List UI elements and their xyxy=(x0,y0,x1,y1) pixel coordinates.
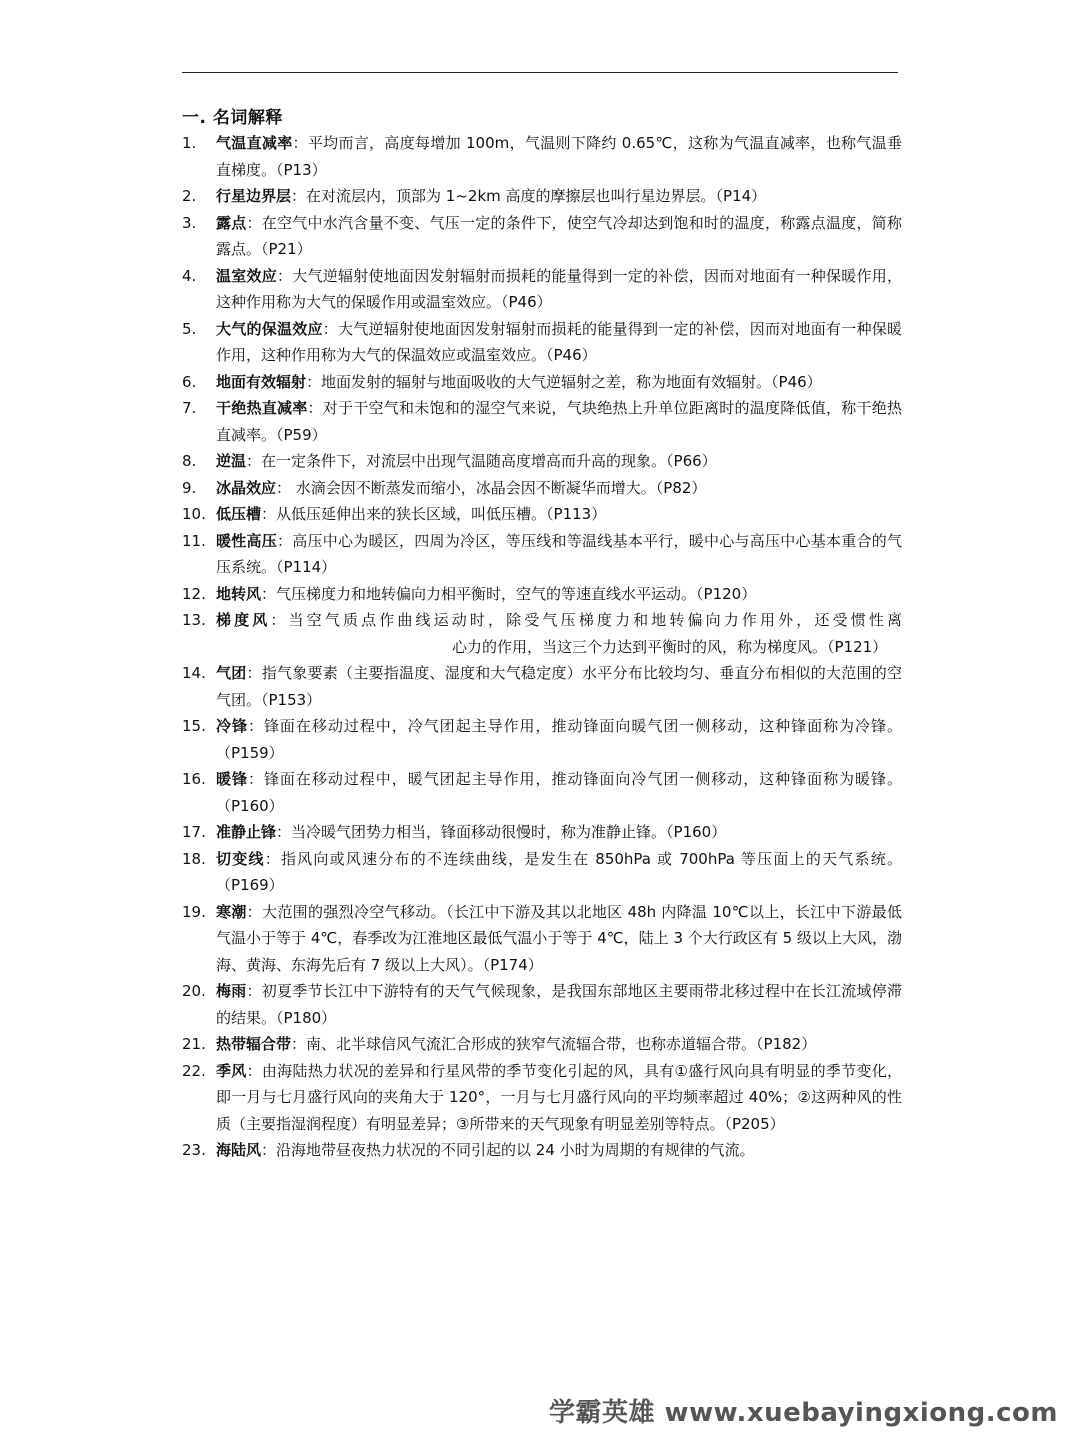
term-separator: ： xyxy=(246,213,262,232)
definition-text: 地面发射的辐射与地面吸收的大气逆辐射之差，称为地面有效辐射。（P46） xyxy=(321,372,822,391)
item-number: 20. xyxy=(182,982,206,1000)
definition-text: 当冷暖气团势力相当，锋面移动很慢时，称为准静止锋。（P160） xyxy=(291,823,727,841)
item-number: 23. xyxy=(182,1141,206,1159)
term-separator: ： xyxy=(247,770,264,788)
definition-text: 水滴会因不断蒸发而缩小，冰晶会因不断凝华而增大。（P82） xyxy=(291,478,707,497)
header-rule xyxy=(182,72,898,73)
definition-text: 指风向或风速分布的不连续曲线，是发生在 850hPa 或 700hPa 等压面上的天气系统。（P169） xyxy=(216,849,902,894)
item-number: 17. xyxy=(182,823,206,841)
term-separator: ： xyxy=(246,664,262,682)
definition-item-4 xyxy=(182,263,902,316)
item-number: 22. xyxy=(182,1061,206,1080)
definition-item-3 xyxy=(182,210,902,263)
item-number: 7. xyxy=(182,399,197,417)
term: 逆温 xyxy=(216,452,247,470)
item-number: 15. xyxy=(182,717,206,735)
definition-item-17 xyxy=(182,819,902,846)
item-number: 18. xyxy=(182,849,206,868)
term-separator: ： xyxy=(261,505,277,523)
term-separator: ： xyxy=(247,717,264,735)
term: 低压槽 xyxy=(216,505,262,523)
term: 行星边界层 xyxy=(216,187,292,205)
item-number: 12. xyxy=(182,584,206,603)
term-separator: ： xyxy=(261,1141,277,1159)
definition-text: 大气逆辐射使地面因发射辐射而损耗的能量得到一定的补偿，因而对地面有一种保暖作用，这种作用称为大气的保暖作用或温室效应。（P46） xyxy=(216,266,902,311)
term-separator: ： xyxy=(291,187,307,205)
definition-item-20 xyxy=(182,978,902,1031)
item-number: 4. xyxy=(182,266,197,285)
term: 切变线 xyxy=(216,849,265,868)
definition-item-1 xyxy=(182,130,902,183)
definition-text: 从低压延伸出来的狭长区域，叫低压槽。（P113） xyxy=(276,505,607,523)
definition-item-8 xyxy=(182,448,902,475)
item-number: 11. xyxy=(182,531,206,550)
term-separator: ： xyxy=(246,902,263,921)
item-number: 21. xyxy=(182,1035,206,1053)
definition-text: 在一定条件下，对流层中出现气温随高度增高而升高的现象。（P66） xyxy=(261,452,717,470)
term-separator: ： xyxy=(246,452,262,470)
definition-item-13 xyxy=(182,607,902,660)
term-separator: ： xyxy=(307,399,323,417)
term-separator: ： xyxy=(246,1061,262,1080)
term-separator: ： xyxy=(264,849,281,868)
term: 季风 xyxy=(216,1061,247,1080)
item-number: 1. xyxy=(182,134,197,152)
item-number: 5. xyxy=(182,319,197,338)
definition-text: 在空气中水汽含量不变、气压一定的条件下，使空气冷却达到饱和时的温度，称露点温度，简称露点。（P21） xyxy=(216,213,902,258)
definition-item-18 xyxy=(182,846,902,899)
definition-item-22 xyxy=(182,1058,902,1138)
term: 气温直减率 xyxy=(216,134,293,152)
term: 热带辐合带 xyxy=(216,1035,292,1053)
item-number: 16. xyxy=(182,770,206,788)
definition-text: 对于干空气和未饱和的湿空气来说，气块绝热上升单位距离时的温度降低值，称干绝热直减率。（P59） xyxy=(216,399,902,444)
term: 地面有效辐射 xyxy=(216,372,307,391)
item-number: 9. xyxy=(182,478,197,497)
term: 露点 xyxy=(216,213,247,232)
term-separator: ： xyxy=(246,982,262,1000)
term-separator: ： xyxy=(270,611,289,629)
definition-text: 由海陆热力状况的差异和行星风带的季节变化引起的风，具有①盛行风向具有明显的季节变化，即一月与七月盛行风向的夹角大于 120°，一月与七月盛行风向的平均频率超过 40%；②这两种风的性质（主要指湿润程度）有明显差异；③所带来的天气现象有明显差别等特点。（P205） xyxy=(216,1061,902,1133)
definition-item-19 xyxy=(182,899,902,979)
definition-text: 锋面在移动过程中，冷气团起主导作用，推动锋面向暖气团一侧移动，这种锋面称为冷锋。（P159） xyxy=(216,717,902,762)
term: 寒潮 xyxy=(216,902,247,921)
term-separator: ： xyxy=(306,372,322,391)
definition-text-part-1: 当空气质点作曲线运动时，除受气压梯度力和地转偏向力作用外，还受惯性离 xyxy=(288,611,902,629)
definition-item-7 xyxy=(182,395,902,448)
term: 暖性高压 xyxy=(216,531,277,550)
definition-text: 在对流层内，顶部为 1~2km 高度的摩擦层也叫行星边界层。（P14） xyxy=(306,187,767,205)
term: 暖锋 xyxy=(216,770,248,788)
definition-item-9 xyxy=(182,475,902,502)
definition-text-part-2: 心力的作用，当这三个力达到平衡时的风，称为梯度风。（P121） xyxy=(452,637,888,656)
definition-item-10 xyxy=(182,501,902,528)
term-separator: ： xyxy=(322,319,338,338)
item-number: 10. xyxy=(182,505,206,523)
definition-text: 平均而言，高度每增加 100m，气温则下降约 0.65℃，这称为气温直减率，也称气温垂直梯度。（P13） xyxy=(216,134,902,179)
term-separator: ： xyxy=(292,134,308,152)
definition-text: 大气逆辐射使地面因发射辐射而损耗的能量得到一定的补偿，因而对地面有一种保暖作用，这种作用称为大气的保温效应或温室效应。（P46） xyxy=(216,319,902,364)
definition-list xyxy=(182,130,902,1164)
definition-item-21 xyxy=(182,1031,902,1058)
section-title: 一. 名词解释 xyxy=(182,108,283,128)
term: 干绝热直减率 xyxy=(216,399,308,417)
definition-text: 南、北半球信风气流汇合形成的狭窄气流辐合带，也称赤道辐合带。（P182） xyxy=(306,1035,817,1053)
item-number: 13. xyxy=(182,611,206,629)
item-number: 3. xyxy=(182,213,197,232)
definition-item-14 xyxy=(182,660,902,713)
term: 海陆风 xyxy=(216,1141,262,1159)
definition-item-6 xyxy=(182,369,902,396)
definition-text: 高压中心为暖区，四周为冷区，等压线和等温线基本平行，暖中心与高压中心基本重合的气压系统。（P114） xyxy=(216,531,902,576)
term: 地转风 xyxy=(216,584,262,603)
term-separator: ： xyxy=(277,266,293,285)
definition-text: 初夏季节长江中下游特有的天气气候现象，是我国东部地区主要雨带北移过程中在长江流域停滞的结果。（P180） xyxy=(216,982,902,1027)
site-watermark: 学霸英雄 www.xuebayingxiong.com xyxy=(549,1398,1058,1428)
definition-text: 大范围的强烈冷空气移动。（长江中下游及其以北地区 48h 内降温 10℃以上，长江中下游最低气温小于等于 4℃，春季改为江淮地区最低气温小于等于 4℃，陆上 3 个大行政区有 5 级以上大风，渤海、黄海、东海先后有 7 级以上大风）。（P174） xyxy=(216,902,902,974)
item-number: 2. xyxy=(182,187,197,205)
term: 气团 xyxy=(216,664,247,682)
term: 冰晶效应 xyxy=(216,478,277,497)
term: 温室效应 xyxy=(216,266,277,285)
term-separator: ： xyxy=(261,584,277,603)
definition-item-2 xyxy=(182,183,902,210)
term: 大气的保温效应 xyxy=(216,319,323,338)
definition-text: 气压梯度力和地转偏向力相平衡时，空气的等速直线水平运动。（P120） xyxy=(276,584,757,603)
term-separator: ： xyxy=(291,1035,307,1053)
definition-text: 指气象要素（主要指温度、湿度和大气稳定度）水平分布比较均匀、垂直分布相似的大范围的空气团。（P153） xyxy=(216,664,902,709)
term: 梯度风 xyxy=(216,611,271,629)
definition-item-16 xyxy=(182,766,902,819)
definition-item-5 xyxy=(182,316,902,369)
item-number: 6. xyxy=(182,372,197,391)
term: 准静止锋 xyxy=(216,823,277,841)
definition-item-15 xyxy=(182,713,902,766)
definition-text: 锋面在移动过程中，暖气团起主导作用，推动锋面向冷气团一侧移动，这种锋面称为暖锋。（P160） xyxy=(216,770,902,815)
definition-text: 沿海地带昼夜热力状况的不同引起的以 24 小时为周期的有规律的气流。 xyxy=(276,1141,755,1159)
term-separator: ： xyxy=(276,478,292,497)
term-separator: ： xyxy=(276,823,292,841)
term-separator: ： xyxy=(277,531,293,550)
item-number: 8. xyxy=(182,452,197,470)
definition-item-23 xyxy=(182,1137,902,1164)
item-number: 19. xyxy=(182,902,206,921)
term: 梅雨 xyxy=(216,982,247,1000)
definition-item-11 xyxy=(182,528,902,581)
item-number: 14. xyxy=(182,664,206,682)
definition-item-12 xyxy=(182,581,902,608)
term: 冷锋 xyxy=(216,717,248,735)
